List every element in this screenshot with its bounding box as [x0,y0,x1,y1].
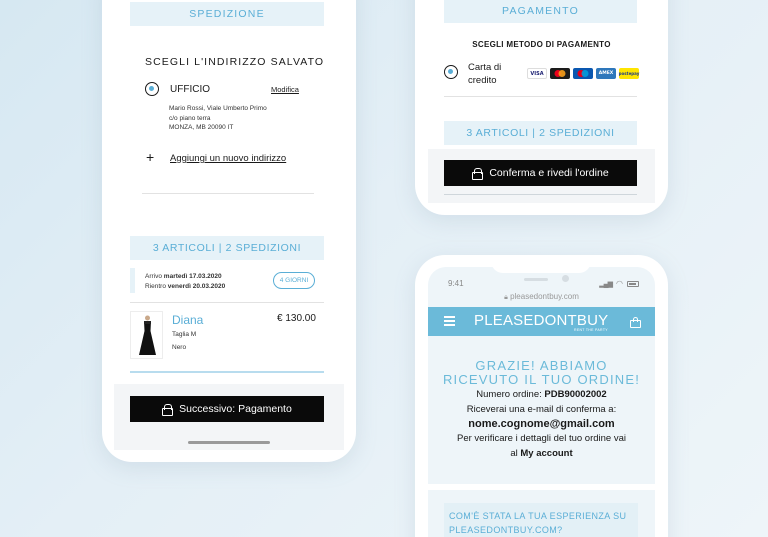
product-name[interactable]: Diana [172,313,204,327]
left-phone-screen [114,0,344,450]
thank-you-line-2: RICEVUTO IL TUO ORDINE! [442,372,641,387]
lock-icon [472,168,481,178]
plus-icon[interactable]: + [146,149,155,165]
mastercard-circles [553,69,567,78]
payment-divider [444,96,637,97]
return-row [145,283,225,290]
account-prefix: al [510,448,518,459]
address-radio-selected[interactable] [145,82,159,96]
return-date: venerdì 20.03.2020 [167,283,226,290]
add-address-link[interactable]: Aggiungi un nuovo indirizzo [170,153,287,164]
address-divider [142,193,314,194]
payment-method-heading: SCEGLI METODO DI PAGAMENTO [472,40,611,49]
product-accent-line [130,371,324,373]
rental-days-badge: 4 GIORNI [273,272,315,289]
credit-card-label-2: credito [468,75,497,86]
lock-small-icon: 🔒︎ [504,294,508,301]
arrival-row [145,273,222,280]
shipping-section-band: SPEDIZIONE [130,2,324,26]
credit-card-radio[interactable] [444,65,458,79]
bottom-divider [444,194,637,195]
address-line-3: MONZA, MB 20090 IT [169,124,234,131]
dress-image [131,312,164,360]
brand-logo[interactable]: PLEASEDONTBUY [474,312,609,329]
right-top-phone [415,0,668,215]
right-top-screen [428,0,655,203]
maestro-circles [576,69,590,78]
return-label: Rientro [145,283,166,290]
product-color: Nero [172,344,187,351]
right-bottom-phone [415,255,668,537]
address-name: UFFICIO [170,84,210,95]
brand-tagline: RENT THE PARTY [574,328,608,332]
status-time: 9:41 [448,279,464,288]
order-number-label: Numero ordine: [476,389,542,400]
next-payment-button[interactable] [130,396,324,422]
confirmation-bottom-divider [428,484,655,490]
feedback-line-1: COM'È STATA LA TUA ESPERIENZA SU [449,511,627,521]
hamburger-menu-icon[interactable] [444,316,455,326]
order-number-row [428,389,655,400]
mastercard-icon [550,68,570,79]
next-payment-label: Successivo: Pagamento [179,403,292,415]
signal-icon: ▂▄▆ [599,280,613,288]
saved-address-heading: SCEGLI L'INDIRIZZO SALVATO [145,56,325,68]
url-bar[interactable] [428,292,655,302]
payment-section-band: PAGAMENTO [444,0,637,23]
arrival-label: Arrivo [145,273,162,280]
my-account-link[interactable]: My account [520,448,573,459]
address-line-1: Mario Rossi, Viale Umberto Primo [169,105,267,112]
wifi-icon: ◠ [616,279,623,288]
order-number: PDB90002002 [544,389,607,400]
shipment-divider [130,302,324,303]
address-line-2: c/o piano terra [169,115,211,122]
product-thumbnail[interactable] [130,311,163,359]
right-bottom-screen [428,267,655,537]
credit-card-label-1: Carta di [468,62,502,73]
product-price: € 130.00 [277,313,316,324]
amex-icon: AMEX [596,68,616,79]
phone-notch [491,255,591,273]
postepay-icon: postepay [619,68,639,79]
arrival-date: martedì 17.03.2020 [163,273,222,280]
order-summary-band-2: 3 ARTICOLI | 2 SPEDIZIONI [444,121,637,145]
lock-icon [162,404,171,414]
account-row [428,448,655,459]
shipment-marker [130,268,135,293]
order-details-line: Per verificare i dettagli del tuo ordine vai [457,433,626,444]
feedback-line-2: PLEASEDONTBUY.COM? [449,525,563,535]
order-summary-band: 3 ARTICOLI | 2 SPEDIZIONI [130,236,324,260]
battery-icon [627,281,639,287]
status-icons [599,279,639,288]
left-phone [102,0,356,462]
shopping-bag-icon[interactable] [630,317,641,328]
email-notice: Riceverai una e-mail di conferma a: [466,404,617,415]
notch-speaker [524,278,548,281]
confirm-order-label: Conferma e rivedi l'ordine [489,167,609,179]
visa-icon: VISA [527,68,547,79]
confirm-order-button[interactable] [444,160,637,186]
url-text: pleasedontbuy.com [510,292,579,301]
notch-camera [562,275,569,282]
confirmation-email: nome.cognome@gmail.com [468,418,615,430]
edit-address-link[interactable]: Modifica [271,85,299,94]
home-indicator [188,441,270,444]
maestro-icon [573,68,593,79]
thank-you-line-1: GRAZIE! ABBIAMO [475,358,608,373]
product-size: Taglia M [172,331,197,338]
